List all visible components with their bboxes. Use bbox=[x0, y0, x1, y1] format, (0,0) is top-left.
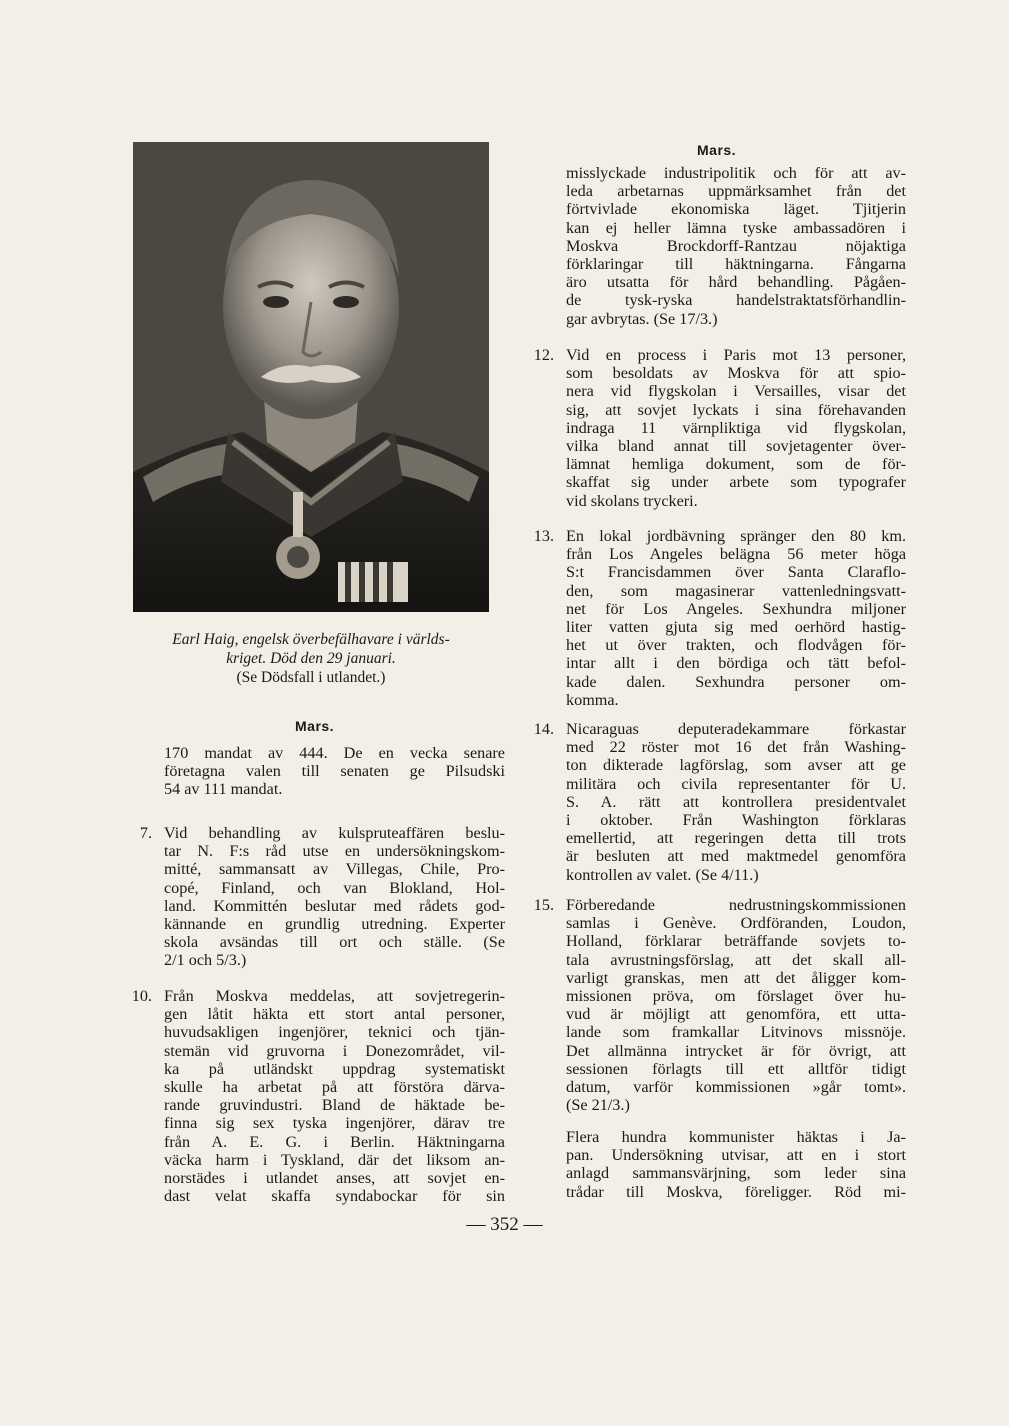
text-line: (Se 21/3.) bbox=[566, 1096, 630, 1115]
right-column-heading: Mars. bbox=[697, 142, 737, 158]
text-line: skola avsändas till ort och ställe. (Se bbox=[164, 933, 505, 952]
entry-number: 15. bbox=[533, 896, 554, 914]
text-line: Vid en process i Paris mot 13 personer, bbox=[566, 346, 906, 364]
text-line: de tysk-ryska handelstraktatsförhandlin- bbox=[566, 291, 906, 310]
text-line: gar avbrytas. (Se 17/3.) bbox=[566, 309, 718, 328]
entry-text bbox=[164, 987, 505, 1205]
text-line: kännande en grundlig utredning. Experter bbox=[164, 915, 505, 934]
text-line: leda arbetarnas uppmärksamhet från det bbox=[566, 182, 906, 201]
portrait-image bbox=[133, 142, 489, 612]
text-line: finna sig sex tyska ingenjörer, därav tre bbox=[164, 1114, 505, 1133]
text-line: indraga 11 värnpliktiga vid flygskolan, bbox=[566, 418, 906, 437]
text-line: copé, Finland, och van Blokland, Hol- bbox=[164, 878, 505, 897]
text-line: tala avrustningsförslag, att det skall all- bbox=[566, 950, 906, 969]
entry-number: 13. bbox=[533, 527, 554, 545]
text-line: är besluten att med maktmedel genomföra bbox=[566, 847, 906, 866]
text-line: sessionen förlagts till ett alltför tidigt bbox=[566, 1059, 906, 1078]
caption-line: Earl Haig, engelsk överbefälhavare i världs- bbox=[172, 631, 450, 648]
text-line: Holland, förklarar beträffande sovjets to- bbox=[566, 932, 906, 951]
entry-text bbox=[164, 824, 505, 970]
text-line: trådar till Moskva, föreligger. Röd mi- bbox=[566, 1182, 906, 1201]
text-line: 170 mandat av 444. De en vecka senare bbox=[164, 744, 505, 762]
text-line: ka på utländskt uppdrag systematiskt bbox=[164, 1059, 505, 1078]
text-line: vid skolans tryckeri. bbox=[566, 491, 698, 510]
entry-number: 12. bbox=[533, 346, 554, 364]
entry-text bbox=[566, 1128, 906, 1201]
text-line: lämnat hemliga dokument, som de för- bbox=[566, 455, 906, 474]
text-line: nera vid flygskolan i Versailles, visar det bbox=[566, 382, 906, 401]
entry-number: 7. bbox=[139, 824, 152, 842]
text-line: Moskva Brockdorff-Rantzau nöjaktiga bbox=[566, 236, 906, 255]
text-line: Flera hundra kommunister häktas i Ja- bbox=[566, 1128, 906, 1146]
text-line: från A. E. G. i Berlin. Häktningarna bbox=[164, 1132, 505, 1151]
photo-caption bbox=[133, 630, 489, 687]
text-line: skulle ha arbetat på att förstöra därva- bbox=[164, 1078, 505, 1097]
left-continuation bbox=[164, 744, 505, 799]
text-line: skaffat sig under arbete som typografer bbox=[566, 473, 906, 492]
text-line: ton dikterade lagförslag, som avser att ge bbox=[566, 756, 906, 775]
text-line: komma. bbox=[566, 690, 619, 709]
entry-text bbox=[566, 720, 906, 884]
text-line: 54 av 111 mandat. bbox=[164, 780, 283, 799]
text-line: norstädes i utlandet anses, att sovjet en- bbox=[164, 1169, 505, 1188]
text-line: militära och civila representanter för U. bbox=[566, 774, 906, 793]
right-continuation bbox=[566, 164, 906, 328]
text-line: pan. Undersökning utvisar, att en i stort bbox=[566, 1146, 906, 1165]
text-line: i oktober. Från Washington förklaras bbox=[566, 811, 906, 830]
text-line: rande gruvindustri. Bland de häktade be- bbox=[164, 1096, 505, 1115]
text-line: dast velat skaffa syndabockar för sin bbox=[164, 1187, 505, 1206]
text-line: missionen pröva, om förslaget över hu- bbox=[566, 987, 906, 1006]
entry-number: 14. bbox=[533, 720, 554, 738]
text-line: 2/1 och 5/3.) bbox=[164, 951, 247, 970]
text-line: misslyckade industripolitik och för att av- bbox=[566, 164, 906, 182]
text-line: Förberedande nedrustningskommissionen bbox=[566, 896, 906, 914]
text-line: Nicaraguas deputeradekammare förkastar bbox=[566, 720, 906, 738]
entry-number: 10. bbox=[131, 987, 152, 1005]
entry-text bbox=[566, 896, 906, 1114]
text-line: land. Kommittén beslutar med rådets god- bbox=[164, 896, 505, 915]
text-line: samlas i Genève. Ordföranden, Loudon, bbox=[566, 914, 906, 933]
text-line: het ut över trakten, och flodvågen för- bbox=[566, 636, 906, 655]
text-line: som besoldats av Moskva för att spio- bbox=[566, 364, 906, 383]
text-line: med 22 röster mot 16 det från Washing- bbox=[566, 738, 906, 757]
text-line: väcka harm i Tyskland, där det liksom an- bbox=[164, 1150, 505, 1169]
text-line: Från Moskva meddelas, att sovjetregerin- bbox=[164, 987, 505, 1005]
text-line: sig, att sovjet lyckats i sina förehavanden bbox=[566, 400, 906, 419]
text-line: kontrollen av valet. (Se 4/11.) bbox=[566, 865, 759, 884]
text-line: anlagd sammansvärjning, som leder sina bbox=[566, 1164, 906, 1183]
text-line: stemän vid gruvorna i Donezområdet, vil- bbox=[164, 1041, 505, 1060]
text-line: företagna valen till senaten ge Pilsudski bbox=[164, 762, 505, 781]
text-line: vud är möjligt att genomföra, ett utta- bbox=[566, 1005, 906, 1024]
text-line: kan ej heller lämna tyske ambassadören i bbox=[566, 218, 906, 237]
page-number: — 352 — bbox=[466, 1214, 543, 1235]
entry-text bbox=[566, 346, 906, 510]
text-line: lande som framkallar Litvinovs missnöje. bbox=[566, 1023, 906, 1042]
text-line: från Los Angeles belägna 56 meter höga bbox=[566, 545, 906, 564]
text-line: intar allt i den bördiga och tätt befol- bbox=[566, 654, 906, 673]
text-line: En lokal jordbävning spränger den 80 km. bbox=[566, 527, 906, 545]
text-line: kade dalen. Sexhundra personer om- bbox=[566, 672, 906, 691]
text-line: liter vatten gjuta sig med oerhörd hastig- bbox=[566, 618, 906, 637]
text-line: S:t Francisdammen över Santa Claraflo- bbox=[566, 563, 906, 582]
entry-text bbox=[566, 527, 906, 709]
text-line: den, som magasinerar vattenledningsvatt- bbox=[566, 581, 906, 600]
text-line: Vid behandling av kulspruteaffären beslu- bbox=[164, 824, 505, 842]
left-column-heading: Mars. bbox=[295, 718, 335, 734]
text-line: förtvivlade ekonomiska läget. Tjitjerin bbox=[566, 200, 906, 219]
text-line: gen låtit häkta ett stort antal personer, bbox=[164, 1005, 505, 1024]
text-line: emellertid, att regeringen detta till trots bbox=[566, 829, 906, 848]
text-line: huvudsakligen ingenjörer, teknici och tjän- bbox=[164, 1023, 505, 1042]
text-line: S. A. rätt att kontrollera presidentvalet bbox=[566, 792, 906, 811]
text-line: mitté, sammansatt av Villegas, Chile, Pro- bbox=[164, 860, 505, 879]
text-line: förklaringar till häktningarna. Fångarna bbox=[566, 255, 906, 274]
caption-line: kriget. Död den 29 januari. bbox=[226, 650, 396, 667]
caption-line: (Se Dödsfall i utlandet.) bbox=[236, 669, 386, 686]
text-line: tar N. F:s råd utse en undersökningskom- bbox=[164, 842, 505, 861]
text-line: Det allmänna intrycket är för övrigt, att bbox=[566, 1041, 906, 1060]
text-line: varligt granskas, men att det åligger kom- bbox=[566, 968, 906, 987]
text-line: net för Los Angeles. Sexhundra miljoner bbox=[566, 599, 906, 618]
text-line: vilka bland annat till sovjetagenter över- bbox=[566, 437, 906, 456]
text-line: datum, varför kommissionen »går tomt». bbox=[566, 1078, 906, 1097]
portrait-photo bbox=[133, 142, 489, 612]
text-line: äro utsatta för hård behandling. Pågåen- bbox=[566, 273, 906, 292]
